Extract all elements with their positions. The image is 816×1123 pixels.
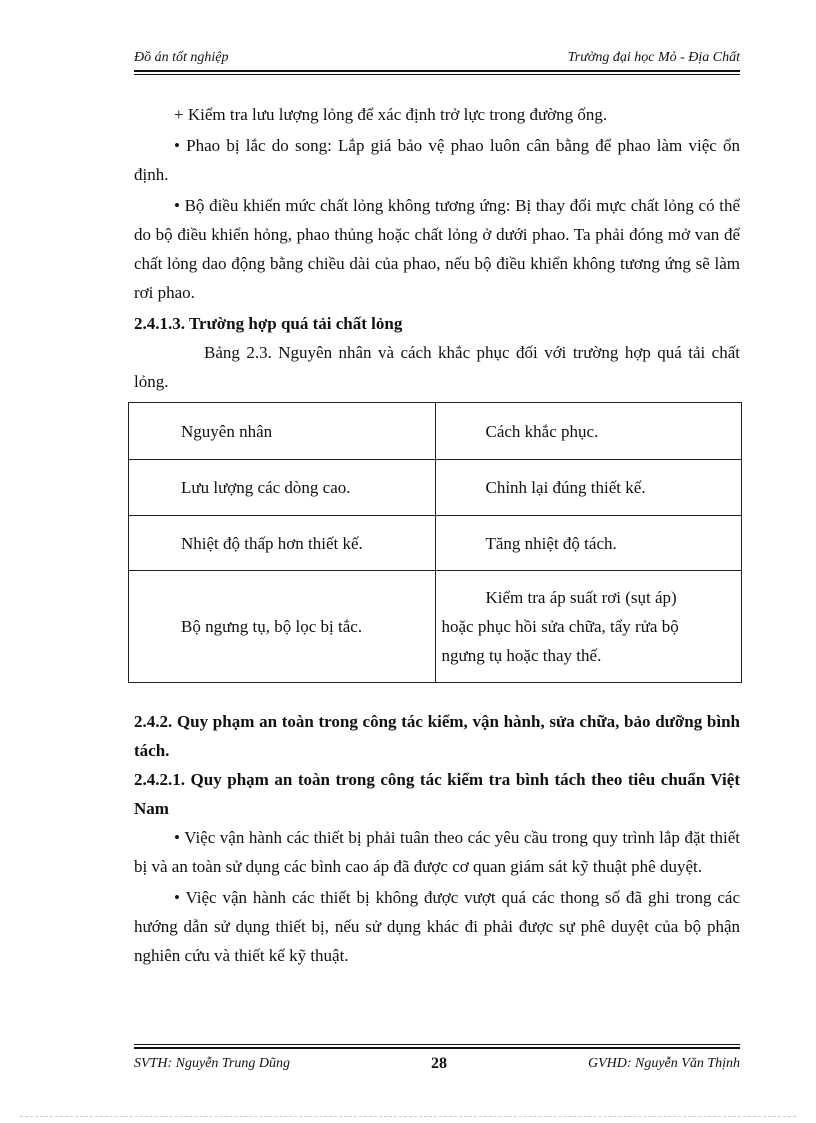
header-right: Trường đại học Mỏ - Địa Chất <box>567 50 740 65</box>
table-cell-cause: Bộ ngưng tụ, bộ lọc bị tắc. <box>181 617 363 636</box>
page-number: 28 <box>430 1055 447 1072</box>
cause-fix-table <box>128 402 742 683</box>
table-cell-fix: Kiểm tra áp suất rơi (sụt áp) hoặc phục hồi sửa chữa, tẩy rửa bộ ngưng tụ hoặc thay thế. <box>441 588 679 665</box>
paragraph-operation-requirements: • Việc vận hành các thiết bị phải tuân theo các yêu cầu trong quy trình lắp đặt thiết bị và an toàn sử dụng các bình cao áp đã được cơ quan giám sát kỹ thuật phê duyệt. <box>134 828 740 876</box>
header-rule-thick <box>134 70 740 72</box>
table-header-fix: Cách khắc phục. <box>485 421 599 441</box>
footer-advisor: GVHD: Nguyễn Văn Thịnh <box>587 1056 740 1071</box>
footer-rule-thick <box>134 1047 740 1049</box>
footer-rule-thin <box>134 1044 740 1045</box>
paragraph-flow-check: + Kiểm tra lưu lượng lỏng để xác định trở lực trong đường ống. <box>174 105 608 124</box>
table-cell-fix: Chỉnh lại đúng thiết kế. <box>485 478 646 497</box>
table-header-row <box>129 403 742 460</box>
page-content <box>134 100 740 972</box>
table-cell-fix: Tăng nhiệt độ tách. <box>485 533 617 553</box>
table-cell-cause: Lưu lượng các dòng cao. <box>181 478 351 497</box>
header-rule-thin <box>134 74 740 75</box>
page-header <box>134 48 740 75</box>
paragraph-operation-limits: • Việc vận hành các thiết bị không được vượt quá các thong số đã ghi trong các hướng dẫn sử dụng thiết bị, nếu sử dụng khác đi phải được sự phê duyệt của bộ phận nghiên cứu và thiết kế kỹ thuật. <box>134 888 740 965</box>
page-footer <box>134 1042 740 1073</box>
table-row <box>129 460 742 516</box>
table-caption: Bảng 2.3. Nguyên nhân và cách khắc phục đối với trường hợp quá tải chất lỏng. <box>134 343 740 391</box>
table-header-cause: Nguyên nhân <box>181 421 273 441</box>
paragraph-level-controller: • Bộ điều khiển mức chất lỏng không tương ứng: Bị thay đổi mực chất lỏng có thể do bộ điều khiển hỏng, phao thủng hoặc chất lỏng ở dưới phao. Ta phải đóng mở van để chất lỏng dao động bằng chiều dài của phao, nếu bộ điều khiển không tương ứng sẽ làm rơi phao. <box>134 196 740 302</box>
table-row <box>129 571 742 683</box>
header-left: Đồ án tốt nghiệp <box>134 50 229 65</box>
table-row <box>129 516 742 571</box>
table-cell-cause: Nhiệt độ thấp hơn thiết kế. <box>181 533 363 553</box>
section-heading-overload: 2.4.1.3. Trường hợp quá tải chất lỏng <box>134 314 403 333</box>
section-heading-vn-standard: 2.4.2.1. Quy phạm an toàn trong công tác kiểm tra bình tách theo tiêu chuẩn Việt Nam <box>134 770 740 818</box>
footer-student: SVTH: Nguyễn Trung Dũng <box>134 1056 290 1071</box>
page-edge <box>20 1116 796 1117</box>
section-heading-safety: 2.4.2. Quy phạm an toàn trong công tác kiểm, vận hành, sửa chữa, bảo dưỡng bình tách. <box>134 712 740 760</box>
paragraph-float-shake: • Phao bị lắc do song: Lắp giá bảo vệ phao luôn cân bằng để phao làm việc ổn định. <box>134 136 740 184</box>
